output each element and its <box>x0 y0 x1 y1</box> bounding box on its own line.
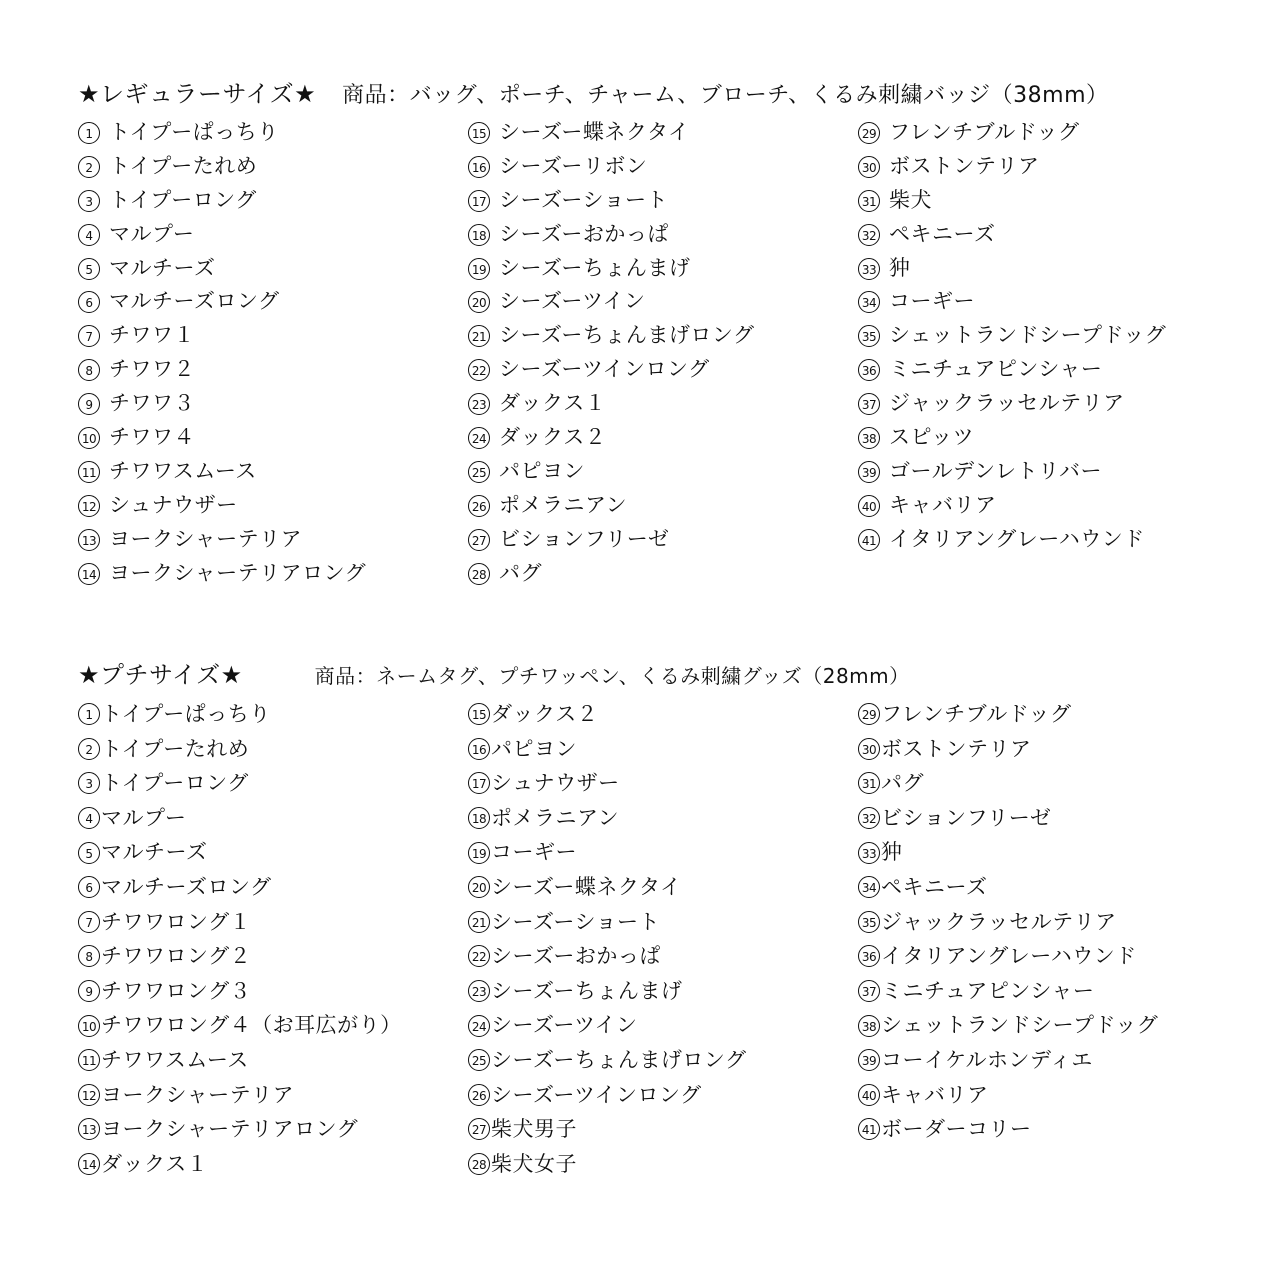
breed-name: 狆 <box>881 840 903 865</box>
breed-list-item <box>858 285 1248 319</box>
breed-list-item <box>468 387 858 421</box>
item-number-badge: 31 <box>858 772 880 794</box>
breed-name: シュナウザー <box>491 771 620 796</box>
breed-list-item <box>468 252 858 286</box>
breed-list-item <box>468 974 858 1009</box>
item-number-badge: 14 <box>78 1153 100 1175</box>
item-number-badge: 24 <box>468 1015 490 1037</box>
breed-name: ゴールデンレトリバー <box>889 458 1103 483</box>
breed-name: チワワ３ <box>109 391 195 416</box>
breed-name: ボストンテリア <box>889 153 1040 178</box>
breed-list-item <box>78 1043 468 1078</box>
breed-name: ビションフリーゼ <box>881 805 1052 830</box>
item-number-badge: 1 <box>78 703 100 725</box>
breed-name: シーズーちょんまげロング <box>499 323 755 348</box>
item-number-badge: 23 <box>468 980 490 1002</box>
item-number-badge: 17 <box>468 190 490 212</box>
breed-list-item <box>468 218 858 252</box>
regular-size-title: ★レギュラーサイズ★ <box>78 80 317 108</box>
breed-list-item <box>468 421 858 455</box>
breed-list-item <box>858 489 1248 523</box>
breed-name: チワワ２ <box>109 357 195 382</box>
breed-name: ミニチュアピンシャー <box>881 978 1095 1003</box>
item-number-badge: 2 <box>78 738 100 760</box>
item-number-badge: 30 <box>858 156 880 178</box>
breed-list-item <box>468 455 858 489</box>
breed-list-item <box>78 116 468 150</box>
breed-list-item <box>468 766 858 801</box>
item-number-badge: 16 <box>468 738 490 760</box>
item-number-badge: 4 <box>78 224 100 246</box>
breed-list-item <box>78 905 468 940</box>
item-number-badge: 22 <box>468 945 490 967</box>
item-number-badge: 11 <box>78 1049 100 1071</box>
item-number-badge: 32 <box>858 224 880 246</box>
breed-list-item <box>468 116 858 150</box>
item-number-badge: 41 <box>858 1118 880 1140</box>
item-number-badge: 31 <box>858 190 880 212</box>
breed-list-item <box>78 697 468 732</box>
item-number-badge: 7 <box>78 911 100 933</box>
item-number-badge: 23 <box>468 393 490 415</box>
breed-list-item <box>468 1112 858 1147</box>
item-number-badge: 20 <box>468 291 490 313</box>
item-number-badge: 3 <box>78 190 100 212</box>
breed-list-item <box>78 150 468 184</box>
breed-list-item <box>858 1008 1248 1043</box>
breed-name: マルチーズロング <box>109 289 280 314</box>
item-number-badge: 32 <box>858 807 880 829</box>
item-number-badge: 5 <box>78 842 100 864</box>
breed-list-item <box>858 974 1248 1009</box>
breed-list-item <box>78 387 468 421</box>
item-number-badge: 6 <box>78 876 100 898</box>
breed-list-item <box>468 523 858 557</box>
item-number-badge: 38 <box>858 427 880 449</box>
breed-list-item <box>468 285 858 319</box>
breed-name: トイプーロング <box>101 771 249 796</box>
item-number-badge: 14 <box>78 563 100 585</box>
regular-column-2 <box>468 116 858 590</box>
item-number-badge: 29 <box>858 703 880 725</box>
breed-name: パピヨン <box>499 458 585 483</box>
breed-list-item <box>858 939 1248 974</box>
breed-list-item <box>78 184 468 218</box>
breed-list-item <box>78 1147 468 1182</box>
item-number-badge: 15 <box>468 703 490 725</box>
breed-list-item <box>78 974 468 1009</box>
breed-list-item <box>858 353 1248 387</box>
breed-list-item <box>468 1147 858 1182</box>
petit-column-2 <box>468 697 858 1181</box>
breed-list-item <box>858 697 1248 732</box>
breed-name: ダックス１ <box>101 1151 209 1176</box>
breed-name: チワワスムース <box>109 458 257 483</box>
item-number-badge: 25 <box>468 1049 490 1071</box>
breed-list-item <box>858 387 1248 421</box>
item-number-badge: 21 <box>468 325 490 347</box>
breed-list-item <box>468 697 858 732</box>
breed-name: シーズーショート <box>499 187 669 212</box>
regular-products-text: 商品：バッグ、ポーチ、チャーム、ブローチ、くるみ刺繍バッジ（38mm） <box>342 83 1109 108</box>
regular-breed-columns <box>78 116 1258 590</box>
item-number-badge: 8 <box>78 945 100 967</box>
breed-name: シーズーちょんまげロング <box>491 1047 747 1072</box>
breed-name: トイプーぱっちり <box>109 120 279 144</box>
breed-list-item <box>78 1112 468 1147</box>
breed-list-item <box>78 252 468 286</box>
breed-name: シーズーツインロング <box>499 357 710 382</box>
item-number-badge: 5 <box>78 258 100 280</box>
breed-name: シーズーおかっぱ <box>491 944 661 969</box>
breed-name: ヨークシャーテリアロング <box>101 1117 359 1142</box>
item-number-badge: 29 <box>858 122 880 144</box>
breed-list-item <box>78 319 468 353</box>
breed-list-item <box>468 1043 858 1078</box>
breed-list-item <box>78 1078 468 1113</box>
breed-name: ビションフリーゼ <box>499 526 670 551</box>
item-number-badge: 27 <box>468 529 490 551</box>
breed-name: キャバリア <box>881 1082 989 1107</box>
breed-list-item <box>468 905 858 940</box>
breed-name: チワワロング３ <box>101 978 252 1003</box>
breed-list-item <box>468 319 858 353</box>
breed-list-item <box>858 905 1248 940</box>
item-number-badge: 7 <box>78 325 100 347</box>
item-number-badge: 26 <box>468 495 490 517</box>
breed-name: マルプー <box>109 221 195 246</box>
breed-name: シーズーリボン <box>499 153 648 178</box>
breed-name: 狆 <box>889 255 911 280</box>
breed-name: フレンチブルドッグ <box>881 702 1072 726</box>
regular-column-3 <box>858 116 1248 590</box>
petit-size-header <box>78 655 1258 689</box>
breed-name: コーギー <box>491 840 577 865</box>
breed-list-item <box>78 353 468 387</box>
petit-products-text: 商品：ネームタグ、プチワッペン、くるみ刺繍グッズ（28mm） <box>314 664 910 688</box>
breed-list-item <box>468 150 858 184</box>
breed-list-item <box>78 835 468 870</box>
item-number-badge: 11 <box>78 461 100 483</box>
item-number-badge: 12 <box>78 495 100 517</box>
breed-name: チワワロング２ <box>101 944 252 969</box>
breed-name: ポメラニアン <box>499 492 628 517</box>
breed-list-item <box>78 732 468 767</box>
breed-name: シュナウザー <box>109 492 238 517</box>
breed-name: パグ <box>499 560 542 585</box>
breed-name: イタリアングレーハウンド <box>889 526 1145 551</box>
breed-list-item <box>78 523 468 557</box>
item-number-badge: 26 <box>468 1084 490 1106</box>
breed-name: 柴犬男子 <box>491 1117 577 1142</box>
item-number-badge: 15 <box>468 122 490 144</box>
breed-name: ペキニーズ <box>889 221 996 246</box>
breed-list-item <box>78 421 468 455</box>
petit-breed-columns <box>78 697 1258 1181</box>
breed-name: ボストンテリア <box>881 736 1032 761</box>
breed-name: ジャックラッセルテリア <box>881 909 1117 934</box>
item-number-badge: 35 <box>858 325 880 347</box>
item-number-badge: 13 <box>78 1118 100 1140</box>
breed-list-item <box>468 939 858 974</box>
breed-name: トイプーたれめ <box>109 153 258 178</box>
breed-name: ダックス２ <box>491 702 599 726</box>
breed-name: シーズー蝶ネクタイ <box>491 874 682 899</box>
item-number-badge: 13 <box>78 529 100 551</box>
breed-name: マルチーズ <box>109 255 216 280</box>
breed-list-item <box>78 939 468 974</box>
item-number-badge: 21 <box>468 911 490 933</box>
breed-list-item <box>78 285 468 319</box>
breed-name: ヨークシャーテリア <box>101 1082 295 1107</box>
item-number-badge: 4 <box>78 807 100 829</box>
breed-name: シーズーツイン <box>491 1013 638 1038</box>
breed-name: シーズーツイン <box>499 289 646 314</box>
breed-list-item <box>858 455 1248 489</box>
item-number-badge: 25 <box>468 461 490 483</box>
breed-name: 柴犬 <box>889 187 932 212</box>
breed-list-item <box>78 218 468 252</box>
breed-list-item <box>858 732 1248 767</box>
breed-name: トイプーたれめ <box>101 736 250 761</box>
breed-name: ペキニーズ <box>881 874 988 899</box>
breed-name: チワワスムース <box>101 1047 249 1072</box>
breed-list-item <box>858 1112 1248 1147</box>
breed-list-item <box>78 489 468 523</box>
item-number-badge: 3 <box>78 772 100 794</box>
breed-name: シーズーツインロング <box>491 1082 702 1107</box>
item-number-badge: 19 <box>468 258 490 280</box>
breed-list-item <box>78 870 468 905</box>
breed-list-item <box>468 184 858 218</box>
breed-name: マルチーズロング <box>101 874 272 899</box>
breed-list-item <box>468 557 858 591</box>
item-number-badge: 24 <box>468 427 490 449</box>
breed-name: トイプーぱっちり <box>101 702 271 726</box>
breed-list-item <box>858 1043 1248 1078</box>
breed-name: スピッツ <box>889 425 975 450</box>
item-number-badge: 27 <box>468 1118 490 1140</box>
item-number-badge: 40 <box>858 1084 880 1106</box>
item-number-badge: 9 <box>78 980 100 1002</box>
breed-name: シーズー蝶ネクタイ <box>499 120 690 144</box>
breed-name: マルチーズ <box>101 840 208 865</box>
breed-name: ヨークシャーテリアロング <box>109 560 367 585</box>
breed-name: コーイケルホンディエ <box>881 1047 1093 1072</box>
item-number-badge: 19 <box>468 842 490 864</box>
breed-name: マルプー <box>101 805 187 830</box>
item-number-badge: 28 <box>468 1153 490 1175</box>
breed-name: シーズーちょんまげ <box>499 255 691 280</box>
item-number-badge: 8 <box>78 359 100 381</box>
breed-list-item <box>468 835 858 870</box>
breed-list-item <box>858 319 1248 353</box>
petit-size-title: ★プチサイズ★ <box>78 661 243 689</box>
item-number-badge: 6 <box>78 291 100 313</box>
breed-name: ポメラニアン <box>491 805 620 830</box>
breed-list-item <box>468 489 858 523</box>
breed-list-item <box>858 184 1248 218</box>
breed-list-item <box>858 766 1248 801</box>
item-number-badge: 36 <box>858 945 880 967</box>
breed-list-item <box>468 801 858 836</box>
breed-name: フレンチブルドッグ <box>889 120 1080 144</box>
breed-list-item <box>858 870 1248 905</box>
regular-size-header <box>78 74 1258 108</box>
breed-name: ダックス２ <box>499 425 607 450</box>
item-number-badge: 34 <box>858 291 880 313</box>
breed-list-item <box>858 835 1248 870</box>
regular-size-section <box>78 74 1258 590</box>
breed-name: ミニチュアピンシャー <box>889 357 1103 382</box>
breed-list-item <box>858 150 1248 184</box>
item-number-badge: 40 <box>858 495 880 517</box>
item-number-badge: 37 <box>858 393 880 415</box>
item-number-badge: 20 <box>468 876 490 898</box>
item-number-badge: 39 <box>858 461 880 483</box>
breed-name: チワワロング１ <box>101 909 252 934</box>
item-number-badge: 10 <box>78 1015 100 1037</box>
breed-name: キャバリア <box>889 492 997 517</box>
item-number-badge: 36 <box>858 359 880 381</box>
item-number-badge: 28 <box>468 563 490 585</box>
breed-list-item <box>858 523 1248 557</box>
breed-name: シーズーショート <box>491 909 661 934</box>
breed-name: チワワ１ <box>109 323 195 348</box>
breed-list-item <box>78 557 468 591</box>
breed-list-item <box>78 455 468 489</box>
petit-column-3 <box>858 697 1248 1181</box>
item-number-badge: 16 <box>468 156 490 178</box>
breed-list-item <box>858 421 1248 455</box>
breed-name: コーギー <box>889 289 975 314</box>
item-number-badge: 39 <box>858 1049 880 1071</box>
breed-list-item <box>858 116 1248 150</box>
breed-name: シェットランドシープドッグ <box>889 323 1167 348</box>
breed-name: イタリアングレーハウンド <box>881 944 1137 969</box>
breed-name: チワワロング４（お耳広がり） <box>101 1013 402 1038</box>
breed-list-item <box>858 218 1248 252</box>
item-number-badge: 37 <box>858 980 880 1002</box>
petit-size-section <box>78 655 1258 1181</box>
breed-name: シーズーおかっぱ <box>499 221 669 246</box>
breed-name: シーズーちょんまげ <box>491 978 683 1003</box>
breed-name: パピヨン <box>491 736 577 761</box>
item-number-badge: 22 <box>468 359 490 381</box>
item-number-badge: 35 <box>858 911 880 933</box>
regular-column-1 <box>78 116 468 590</box>
item-number-badge: 34 <box>858 876 880 898</box>
breed-list-item <box>78 801 468 836</box>
item-number-badge: 18 <box>468 807 490 829</box>
breed-list-item <box>468 732 858 767</box>
breed-name: シェットランドシープドッグ <box>881 1013 1159 1038</box>
breed-list-item <box>78 1008 468 1043</box>
item-number-badge: 38 <box>858 1015 880 1037</box>
breed-name: ジャックラッセルテリア <box>889 391 1125 416</box>
item-number-badge: 1 <box>78 122 100 144</box>
item-number-badge: 17 <box>468 772 490 794</box>
breed-name: ボーダーコリー <box>881 1117 1032 1142</box>
petit-column-1 <box>78 697 468 1181</box>
breed-list-item <box>858 801 1248 836</box>
breed-list-item <box>468 1078 858 1113</box>
item-number-badge: 18 <box>468 224 490 246</box>
item-number-badge: 41 <box>858 529 880 551</box>
breed-name: ヨークシャーテリア <box>109 526 303 551</box>
breed-name: パグ <box>881 771 924 796</box>
item-number-badge: 12 <box>78 1084 100 1106</box>
breed-list-item <box>78 766 468 801</box>
breed-list-item <box>468 1008 858 1043</box>
breed-list-item <box>858 1078 1248 1113</box>
item-number-badge: 10 <box>78 427 100 449</box>
breed-list-item <box>858 252 1248 286</box>
item-number-badge: 2 <box>78 156 100 178</box>
item-number-badge: 30 <box>858 738 880 760</box>
breed-name: トイプーロング <box>109 187 257 212</box>
breed-name: ダックス１ <box>499 391 607 416</box>
breed-list-item <box>468 353 858 387</box>
item-number-badge: 33 <box>858 842 880 864</box>
breed-name: チワワ４ <box>109 425 195 450</box>
item-number-badge: 33 <box>858 258 880 280</box>
breed-name: 柴犬女子 <box>491 1151 577 1176</box>
item-number-badge: 9 <box>78 393 100 415</box>
breed-list-item <box>468 870 858 905</box>
